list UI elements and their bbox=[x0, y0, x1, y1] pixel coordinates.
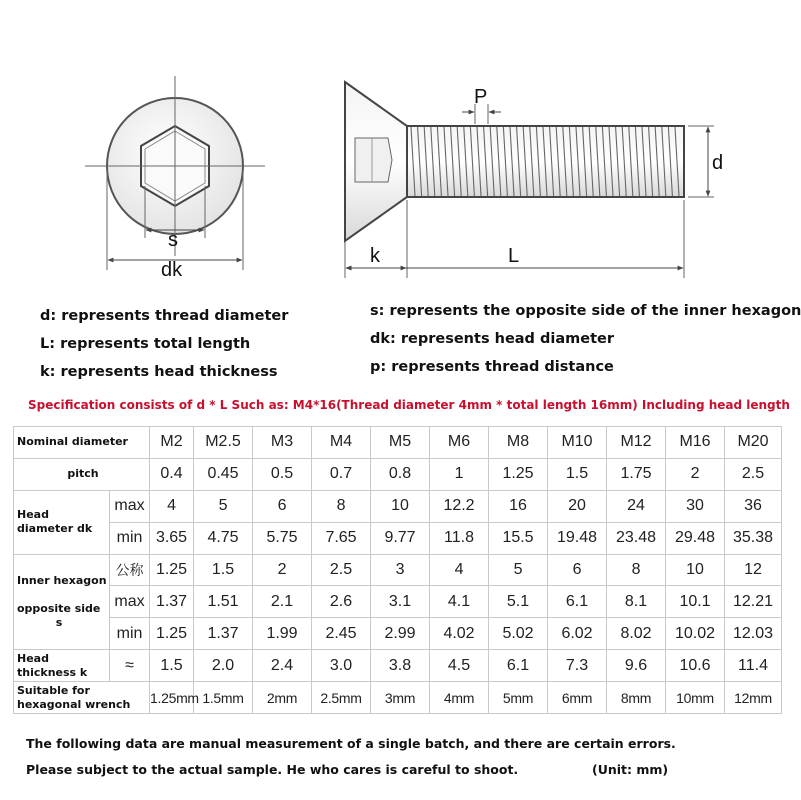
nominal-diameter-label bbox=[14, 427, 150, 459]
cell-head-k: 7.3 bbox=[548, 650, 607, 682]
hex-label-line2: opposite side bbox=[17, 601, 101, 615]
cell-hex-max: 2.1 bbox=[253, 586, 312, 618]
cell-hex-nominal: 12 bbox=[725, 554, 782, 586]
cell-head-k: 2.4 bbox=[253, 650, 312, 682]
cell-wrench: 2mm bbox=[253, 682, 312, 714]
cell-head-dk-min: 9.77 bbox=[371, 522, 430, 554]
cell-wrench: 10mm bbox=[666, 682, 725, 714]
max-label: max bbox=[110, 490, 150, 522]
definition-l: L: represents total length bbox=[40, 336, 251, 352]
cell-head-dk-min: 15.5 bbox=[489, 522, 548, 554]
pitch-label: pitch bbox=[14, 458, 150, 490]
hex-max-label: max bbox=[110, 586, 150, 618]
cell-hex-nominal: 1.5 bbox=[194, 554, 253, 586]
cell-wrench: 3mm bbox=[371, 682, 430, 714]
cell-hex-min: 5.02 bbox=[489, 618, 548, 650]
row-hex-nominal bbox=[14, 554, 782, 586]
screw-technical-drawing bbox=[0, 0, 800, 290]
row-head-thickness bbox=[14, 650, 782, 682]
cell-hex-nominal: 2.5 bbox=[312, 554, 371, 586]
footer-note-1: The following data are manual measurement of a single batch, and there are certain errors. bbox=[26, 736, 676, 751]
cell-hex-nominal: 1.25 bbox=[150, 554, 194, 586]
cell-hex-nominal: 2 bbox=[253, 554, 312, 586]
head-dk-label-line2: diameter dk bbox=[17, 522, 93, 536]
cell-hex-max: 3.1 bbox=[371, 586, 430, 618]
cell-sizes: M3 bbox=[253, 427, 312, 459]
cell-head-dk-max: 16 bbox=[489, 490, 548, 522]
head-dk-label-line1: Head bbox=[17, 508, 49, 522]
cell-head-k: 11.4 bbox=[725, 650, 782, 682]
definition-p: p: represents thread distance bbox=[370, 359, 614, 375]
cell-pitch: 0.7 bbox=[312, 458, 371, 490]
nominal-sub-label: 公称 bbox=[110, 554, 150, 586]
row-head-dk-max bbox=[14, 490, 782, 522]
cell-wrench: 5mm bbox=[489, 682, 548, 714]
wrench-label-line2: hexagonal wrench bbox=[17, 697, 131, 711]
row-hex-max bbox=[14, 586, 782, 618]
label-s: s bbox=[168, 229, 178, 251]
cell-head-k: 6.1 bbox=[489, 650, 548, 682]
definition-s: s: represents the opposite side of the inner hexagon bbox=[370, 303, 801, 319]
cell-sizes: M16 bbox=[666, 427, 725, 459]
cell-pitch: 1.25 bbox=[489, 458, 548, 490]
cell-head-dk-max: 10 bbox=[371, 490, 430, 522]
cell-head-k: 9.6 bbox=[607, 650, 666, 682]
cell-head-k: 2.0 bbox=[194, 650, 253, 682]
cell-head-dk-min: 35.38 bbox=[725, 522, 782, 554]
cell-hex-min: 1.37 bbox=[194, 618, 253, 650]
cell-wrench: 12mm bbox=[725, 682, 782, 714]
row-head-dk-min bbox=[14, 522, 782, 554]
row-wrench bbox=[14, 682, 782, 714]
cell-head-dk-max: 30 bbox=[666, 490, 725, 522]
hex-label bbox=[14, 554, 110, 650]
cell-sizes: M4 bbox=[312, 427, 371, 459]
cell-head-dk-max: 5 bbox=[194, 490, 253, 522]
label-dk: dk bbox=[161, 259, 183, 281]
cell-sizes: M12 bbox=[607, 427, 666, 459]
cell-pitch: 2 bbox=[666, 458, 725, 490]
cell-head-dk-min: 7.65 bbox=[312, 522, 371, 554]
cell-sizes: M10 bbox=[548, 427, 607, 459]
label-d: d bbox=[712, 152, 724, 174]
cell-hex-min: 1.25 bbox=[150, 618, 194, 650]
hex-min-label: min bbox=[110, 618, 150, 650]
unit-note: (Unit: mm) bbox=[592, 762, 669, 777]
cell-head-k: 10.6 bbox=[666, 650, 725, 682]
wrench-label bbox=[14, 682, 150, 714]
cell-hex-max: 1.51 bbox=[194, 586, 253, 618]
cell-hex-max: 6.1 bbox=[548, 586, 607, 618]
cell-sizes: M6 bbox=[430, 427, 489, 459]
cell-hex-nominal: 4 bbox=[430, 554, 489, 586]
screw-side-view bbox=[345, 82, 714, 278]
cell-hex-max: 8.1 bbox=[607, 586, 666, 618]
hex-label-line3: s bbox=[55, 615, 63, 629]
cell-hex-min: 2.99 bbox=[371, 618, 430, 650]
definition-d: d: represents thread diameter bbox=[40, 308, 289, 324]
cell-wrench: 4mm bbox=[430, 682, 489, 714]
cell-head-dk-min: 29.48 bbox=[666, 522, 725, 554]
label-k: k bbox=[370, 245, 380, 267]
cell-head-dk-min: 4.75 bbox=[194, 522, 253, 554]
specification-note: Specification consists of d * L Such as: M4*16(Thread diameter 4mm * total length 16mm) Including head length bbox=[28, 398, 790, 412]
cell-sizes: M20 bbox=[725, 427, 782, 459]
definition-k: k: represents head thickness bbox=[40, 364, 278, 380]
wrench-label-line1: Suitable for bbox=[17, 683, 90, 697]
cell-head-k: 3.0 bbox=[312, 650, 371, 682]
nominal-diameter-label-text: Nominal diameter bbox=[17, 435, 128, 449]
head-k-label bbox=[14, 650, 110, 682]
cell-hex-nominal: 8 bbox=[607, 554, 666, 586]
cell-head-dk-max: 20 bbox=[548, 490, 607, 522]
cell-hex-min: 12.03 bbox=[725, 618, 782, 650]
cell-hex-min: 10.02 bbox=[666, 618, 725, 650]
cell-head-dk-max: 12.2 bbox=[430, 490, 489, 522]
cell-head-k: 4.5 bbox=[430, 650, 489, 682]
cell-head-dk-max: 8 bbox=[312, 490, 371, 522]
cell-sizes: M5 bbox=[371, 427, 430, 459]
row-pitch bbox=[14, 458, 782, 490]
cell-hex-max: 2.6 bbox=[312, 586, 371, 618]
cell-pitch: 0.5 bbox=[253, 458, 312, 490]
cell-hex-min: 2.45 bbox=[312, 618, 371, 650]
cell-head-dk-max: 24 bbox=[607, 490, 666, 522]
cell-wrench: 1.25mm bbox=[150, 682, 194, 714]
cell-hex-min: 4.02 bbox=[430, 618, 489, 650]
cell-hex-min: 8.02 bbox=[607, 618, 666, 650]
cell-wrench: 6mm bbox=[548, 682, 607, 714]
min-label: min bbox=[110, 522, 150, 554]
cell-hex-nominal: 6 bbox=[548, 554, 607, 586]
cell-sizes: M2.5 bbox=[194, 427, 253, 459]
definition-dk: dk: represents head diameter bbox=[370, 331, 614, 347]
cell-wrench: 1.5mm bbox=[194, 682, 253, 714]
cell-hex-max: 1.37 bbox=[150, 586, 194, 618]
cell-hex-min: 1.99 bbox=[253, 618, 312, 650]
cell-head-dk-max: 36 bbox=[725, 490, 782, 522]
cell-pitch: 2.5 bbox=[725, 458, 782, 490]
cell-hex-max: 4.1 bbox=[430, 586, 489, 618]
cell-hex-max: 5.1 bbox=[489, 586, 548, 618]
cell-wrench: 8mm bbox=[607, 682, 666, 714]
cell-hex-nominal: 5 bbox=[489, 554, 548, 586]
label-l: L bbox=[508, 245, 520, 267]
row-nominal-diameter bbox=[14, 427, 782, 459]
cell-sizes: M8 bbox=[489, 427, 548, 459]
specification-table bbox=[13, 426, 782, 714]
cell-head-dk-min: 5.75 bbox=[253, 522, 312, 554]
approx-label: ≈ bbox=[110, 650, 150, 682]
cell-head-dk-max: 6 bbox=[253, 490, 312, 522]
hex-label-line1: Inner hexagon bbox=[17, 573, 107, 587]
cell-pitch: 1.75 bbox=[607, 458, 666, 490]
cell-hex-nominal: 3 bbox=[371, 554, 430, 586]
cell-sizes: M2 bbox=[150, 427, 194, 459]
cell-pitch: 0.8 bbox=[371, 458, 430, 490]
cell-hex-min: 6.02 bbox=[548, 618, 607, 650]
row-hex-min bbox=[14, 618, 782, 650]
head-k-label-line1: Head bbox=[17, 651, 49, 665]
cell-hex-nominal: 10 bbox=[666, 554, 725, 586]
cell-head-dk-max: 4 bbox=[150, 490, 194, 522]
cell-head-dk-min: 19.48 bbox=[548, 522, 607, 554]
cell-hex-max: 12.21 bbox=[725, 586, 782, 618]
cell-pitch: 0.4 bbox=[150, 458, 194, 490]
cell-pitch: 0.45 bbox=[194, 458, 253, 490]
cell-hex-max: 10.1 bbox=[666, 586, 725, 618]
cell-head-k: 3.8 bbox=[371, 650, 430, 682]
head-dk-label bbox=[14, 490, 110, 554]
head-k-label-line2: thickness k bbox=[17, 665, 88, 679]
label-p: P bbox=[474, 86, 488, 108]
cell-head-k: 1.5 bbox=[150, 650, 194, 682]
cell-pitch: 1.5 bbox=[548, 458, 607, 490]
cell-head-dk-min: 23.48 bbox=[607, 522, 666, 554]
cell-wrench: 2.5mm bbox=[312, 682, 371, 714]
footer-note-2: Please subject to the actual sample. He who cares is careful to shoot. bbox=[26, 762, 519, 777]
cell-head-dk-min: 3.65 bbox=[150, 522, 194, 554]
cell-head-dk-min: 11.8 bbox=[430, 522, 489, 554]
cell-pitch: 1 bbox=[430, 458, 489, 490]
